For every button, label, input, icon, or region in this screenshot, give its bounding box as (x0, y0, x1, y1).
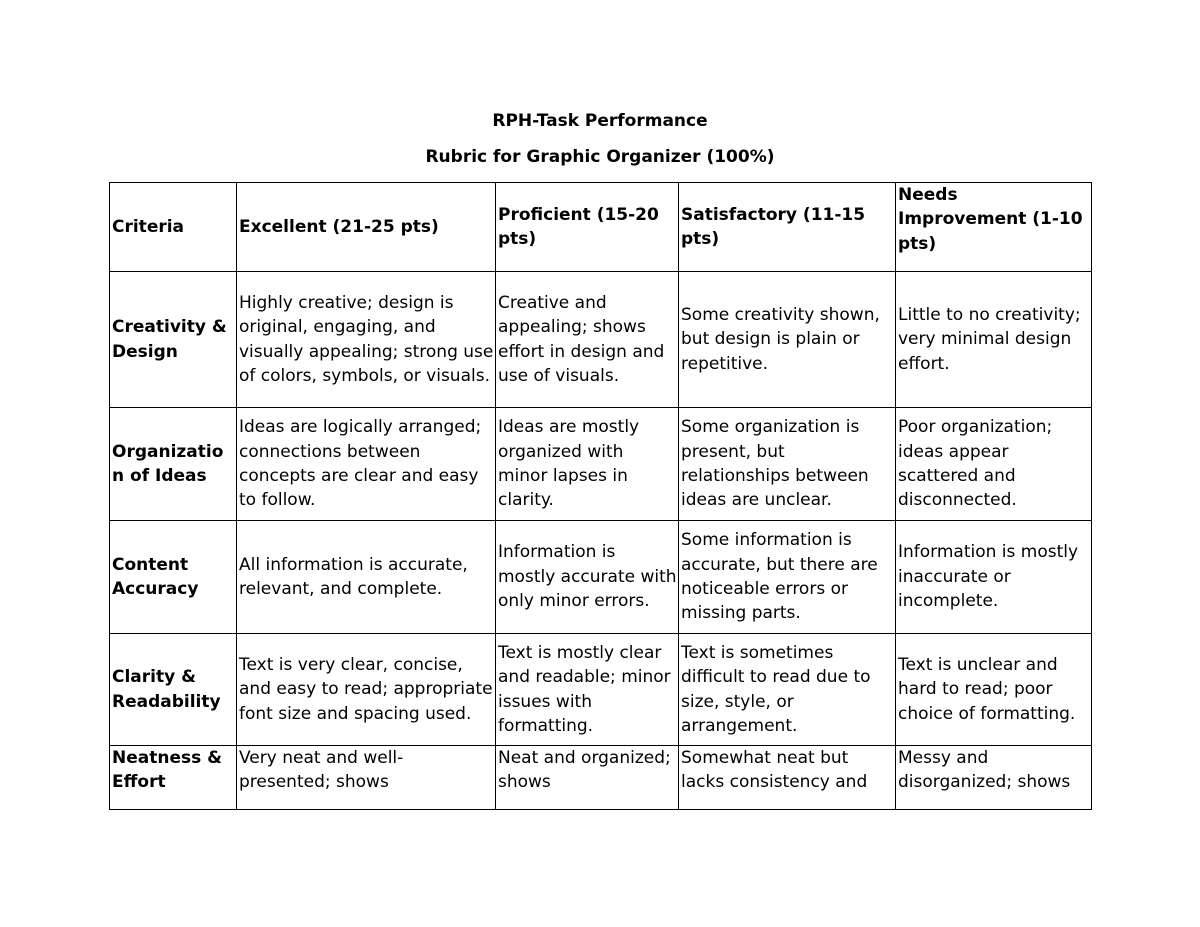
proficient-cell: Ideas are mostly organized with minor lapses in clarity. (496, 408, 679, 521)
rubric-table (109, 182, 1092, 810)
proficient-cell: Neat and organized; shows (496, 746, 679, 810)
needs-improvement-cell: Poor organization; ideas appear scattered and disconnected. (896, 408, 1092, 521)
criteria-cell: Neatness & Effort (110, 746, 237, 810)
header-satisfactory: Satisfactory (11-15 pts) (679, 183, 896, 272)
proficient-cell: Creative and appealing; shows effort in design and use of visuals. (496, 272, 679, 408)
excellent-cell: Very neat and well-presented; shows (237, 746, 496, 810)
excellent-cell: All information is accurate, relevant, and complete. (237, 521, 496, 634)
excellent-cell: Highly creative; design is original, engaging, and visually appealing; strong use of colors, symbols, or visuals. (237, 272, 496, 408)
table-row (110, 746, 1092, 810)
proficient-cell: Information is mostly accurate with only minor errors. (496, 521, 679, 634)
document-title: RPH-Task Performance (492, 111, 708, 131)
excellent-cell: Text is very clear, concise, and easy to read; appropriate font size and spacing used. (237, 634, 496, 746)
needs-improvement-cell: Little to no creativity; very minimal design effort. (896, 272, 1092, 408)
header-needs-improvement: Needs Improvement (1-10 pts) (896, 183, 1092, 272)
rubric-title: Rubric for Graphic Organizer (100%) (425, 147, 775, 167)
table-row (110, 521, 1092, 634)
table-header-row (110, 183, 1092, 272)
criteria-cell: Creativity & Design (110, 272, 237, 408)
proficient-cell: Text is mostly clear and readable; minor issues with formatting. (496, 634, 679, 746)
excellent-cell: Ideas are logically arranged; connections between concepts are clear and easy to follow. (237, 408, 496, 521)
satisfactory-cell: Some creativity shown, but design is plain or repetitive. (679, 272, 896, 408)
header-excellent: Excellent (21-25 pts) (237, 183, 496, 272)
criteria-cell: Content Accuracy (110, 521, 237, 634)
table-row (110, 272, 1092, 408)
needs-improvement-cell: Text is unclear and hard to read; poor choice of formatting. (896, 634, 1092, 746)
criteria-cell: Clarity & Readability (110, 634, 237, 746)
criteria-cell: Organization of Ideas (110, 408, 237, 521)
needs-improvement-cell: Messy and disorganized; shows (896, 746, 1092, 810)
needs-improvement-cell: Information is mostly inaccurate or incomplete. (896, 521, 1092, 634)
satisfactory-cell: Text is sometimes difficult to read due to size, style, or arrangement. (679, 634, 896, 746)
table-row (110, 634, 1092, 746)
header-criteria: Criteria (110, 183, 237, 272)
satisfactory-cell: Somewhat neat but lacks consistency and (679, 746, 896, 810)
header-proficient: Proficient (15-20 pts) (496, 183, 679, 272)
satisfactory-cell: Some organization is present, but relationships between ideas are unclear. (679, 408, 896, 521)
satisfactory-cell: Some information is accurate, but there are noticeable errors or missing parts. (679, 521, 896, 634)
table-row (110, 408, 1092, 521)
